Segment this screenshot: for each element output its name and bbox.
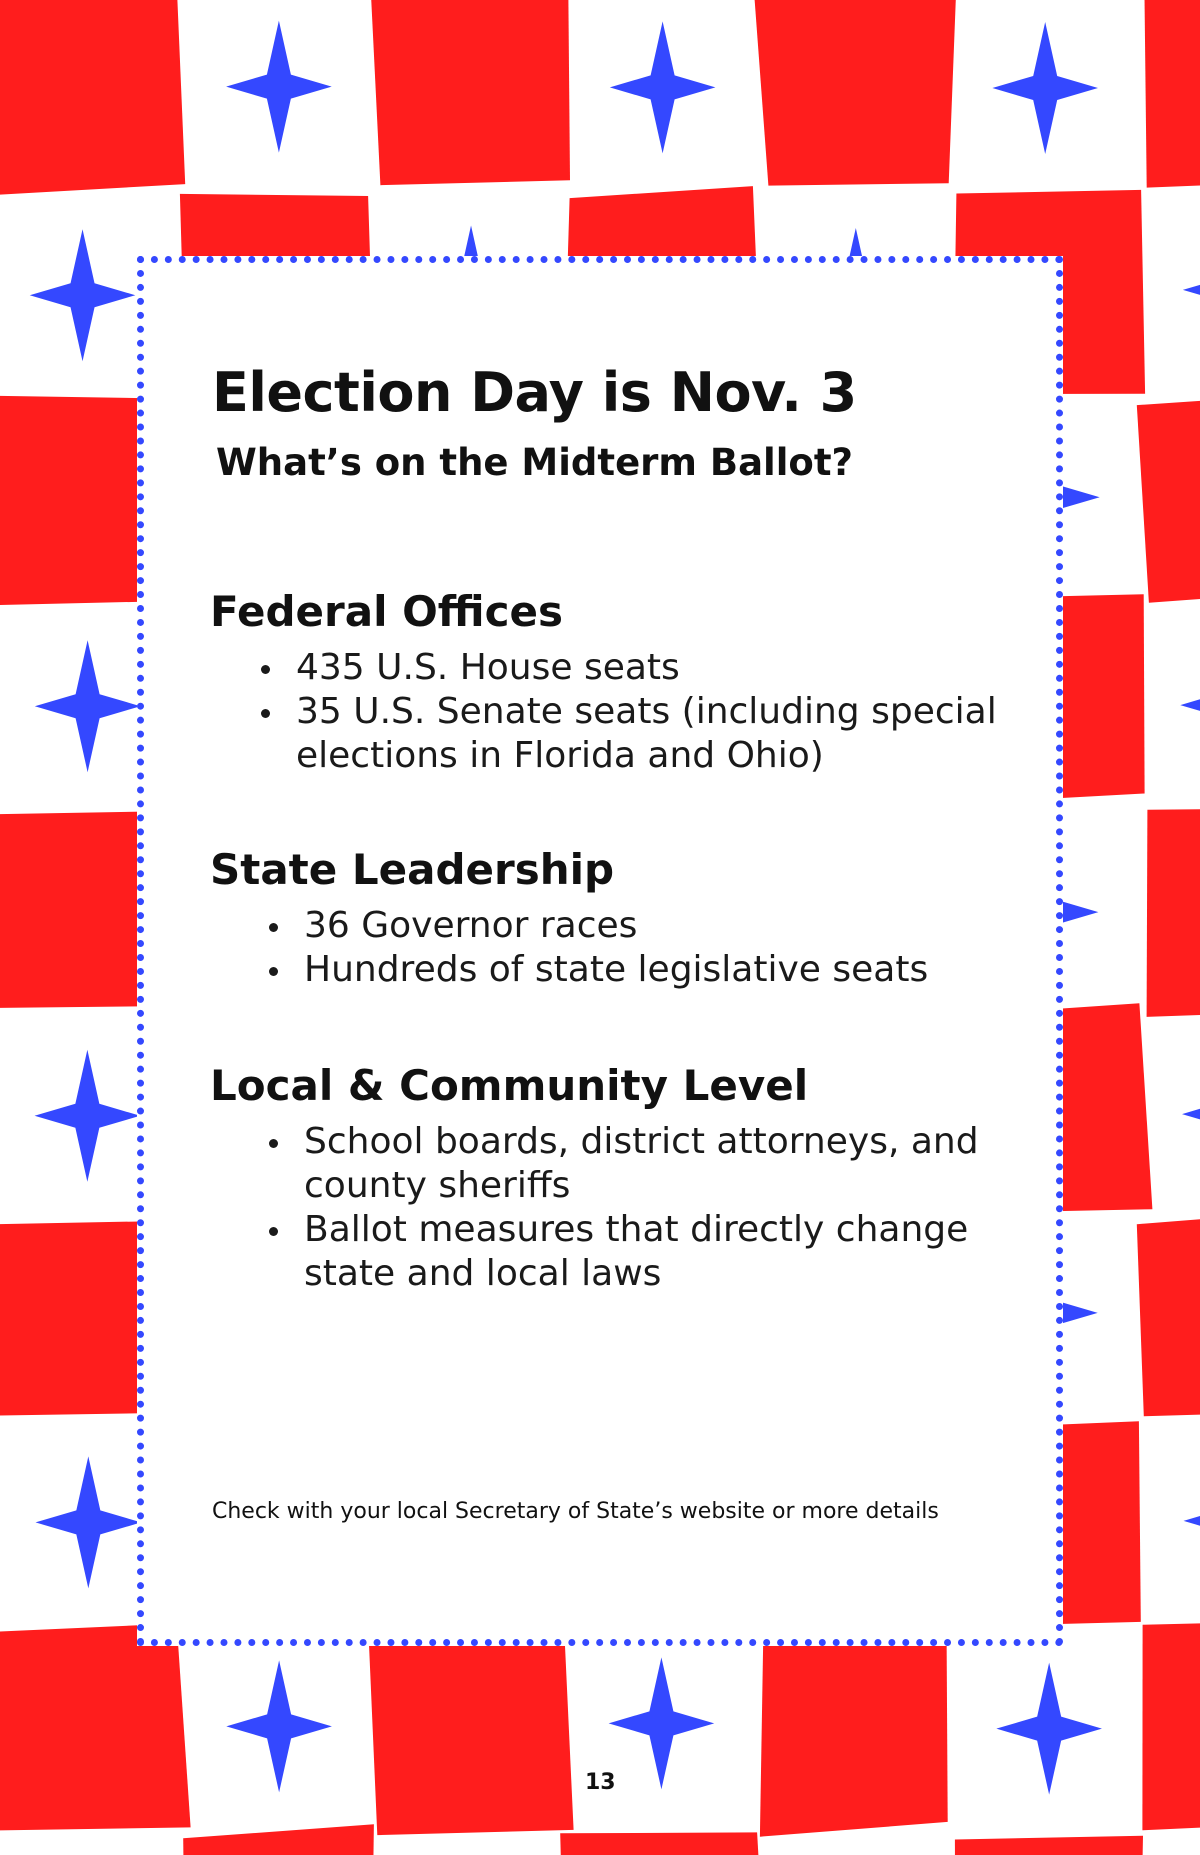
four-point-star-icon [226,21,332,153]
four-point-star-icon [1182,1048,1200,1180]
footnote: Check with your local Secretary of State’s website or more details [212,1499,939,1524]
bullet-list [210,1120,1010,1296]
red-square [1144,0,1200,188]
red-square [1137,392,1200,603]
list-item: • 435 U.S. House seats [286,646,1010,690]
page-subtitle: What’s on the Midterm Ballot? [216,441,853,484]
section-state-leadership [210,845,1010,992]
four-point-star-icon [992,22,1098,154]
list-item: • 35 U.S. Senate seats (including special elections in Florida and Ohio) [286,690,1010,778]
ballot-card [137,256,1063,1646]
four-point-star-icon [30,229,136,361]
list-item: • Hundreds of state legislative seats [294,948,1010,992]
red-square [371,0,570,185]
four-point-star-icon [35,640,141,772]
red-square [1142,1620,1200,1830]
red-square [368,1626,573,1835]
section-heading: Local & Community Level [210,1061,809,1110]
red-square [0,1624,191,1831]
four-point-star-icon [609,1657,715,1789]
four-point-star-icon [226,1660,332,1792]
red-square [1137,1208,1200,1416]
red-square [955,1836,1143,1855]
four-point-star-icon [1184,1455,1200,1587]
bullet-list [210,904,1010,992]
page-title: Election Day is Nov. 3 [212,361,857,424]
four-point-star-icon [1183,224,1200,356]
red-square [1147,808,1200,1017]
page-number: 13 [585,1770,616,1795]
list-item: • 36 Governor races [294,904,1010,948]
section-heading: Federal Offices [210,587,564,636]
red-square [560,1832,768,1855]
four-point-star-icon [36,1456,142,1588]
four-point-star-icon [996,1663,1102,1795]
section-local-community [210,1061,1010,1296]
section-heading: State Leadership [210,845,615,894]
red-square [183,1824,374,1855]
four-point-star-icon [610,21,716,153]
list-item: • School boards, district attorneys, and county sheriffs [294,1120,1010,1208]
bullet-list [210,646,1010,778]
four-point-star-icon [35,1050,141,1182]
list-item: • Ballot measures that directly change state and local laws [294,1208,1010,1296]
section-federal-offices [210,587,1010,778]
red-square [754,0,957,186]
four-point-star-icon [1180,639,1200,771]
red-square [0,0,185,195]
red-square [760,1621,948,1836]
